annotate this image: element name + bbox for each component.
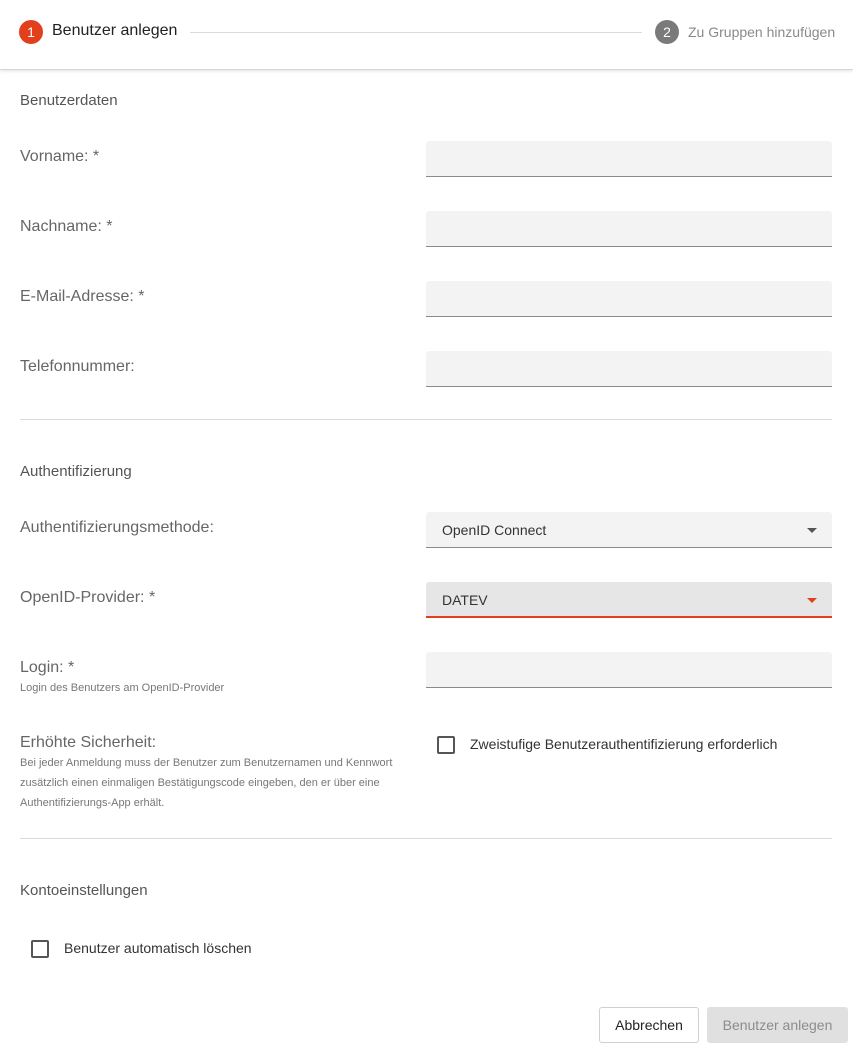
- security-label: Erhöhte Sicherheit:: [20, 734, 157, 751]
- dropdown-arrow-icon: [807, 598, 817, 603]
- section-title-account-settings: Kontoeinstellungen: [20, 882, 148, 899]
- two-factor-checkbox[interactable]: [437, 736, 455, 754]
- section-title-user-data: Benutzerdaten: [20, 92, 118, 109]
- stepper-header: [0, 0, 853, 70]
- last-name-label: Nachname: *: [20, 218, 113, 235]
- section-title-authentication: Authentifizierung: [20, 463, 132, 480]
- dropdown-arrow-icon: [807, 528, 817, 533]
- phone-label: Telefonnummer:: [20, 358, 135, 375]
- divider: [20, 419, 832, 420]
- openid-provider-select[interactable]: [426, 582, 832, 618]
- two-factor-label[interactable]: Zweistufige Benutzerauthentifizierung erforderlich: [470, 736, 778, 752]
- auto-delete-checkbox[interactable]: [31, 940, 49, 958]
- first-name-input[interactable]: [426, 141, 832, 177]
- step-2-number: 2: [655, 20, 679, 44]
- security-hint-line-3: Authentifizierungs-App erhält.: [20, 797, 165, 809]
- phone-input[interactable]: [426, 351, 832, 387]
- create-user-button[interactable]: Benutzer anlegen: [707, 1007, 848, 1043]
- divider: [20, 838, 832, 839]
- auth-method-label: Authentifizierungsmethode:: [20, 519, 214, 536]
- login-label: Login: *: [20, 659, 75, 676]
- stepper-connector: [190, 32, 642, 33]
- email-input[interactable]: [426, 281, 832, 317]
- step-2-label[interactable]: Zu Gruppen hinzufügen: [688, 24, 836, 40]
- security-hint-line-2: zusätzlich einen einmaligen Bestätigungscode eingeben, den er über eine: [20, 777, 380, 789]
- login-hint: Login des Benutzers am OpenID-Provider: [20, 682, 225, 694]
- last-name-input[interactable]: [426, 211, 832, 247]
- openid-provider-label: OpenID-Provider: *: [20, 589, 156, 606]
- login-input[interactable]: [426, 652, 832, 688]
- auth-method-value: OpenID Connect: [442, 522, 547, 538]
- auto-delete-label[interactable]: Benutzer automatisch löschen: [64, 940, 252, 956]
- auth-method-select[interactable]: [426, 512, 832, 548]
- email-label: E-Mail-Adresse: *: [20, 288, 145, 305]
- step-1-number: 1: [19, 20, 43, 44]
- step-1-label[interactable]: Benutzer anlegen: [52, 22, 178, 39]
- security-hint-line-1: Bei jeder Anmeldung muss der Benutzer zum Benutzernamen und Kennwort: [20, 757, 393, 769]
- cancel-button[interactable]: Abbrechen: [599, 1007, 699, 1043]
- first-name-label: Vorname: *: [20, 148, 100, 165]
- openid-provider-value: DATEV: [442, 592, 488, 608]
